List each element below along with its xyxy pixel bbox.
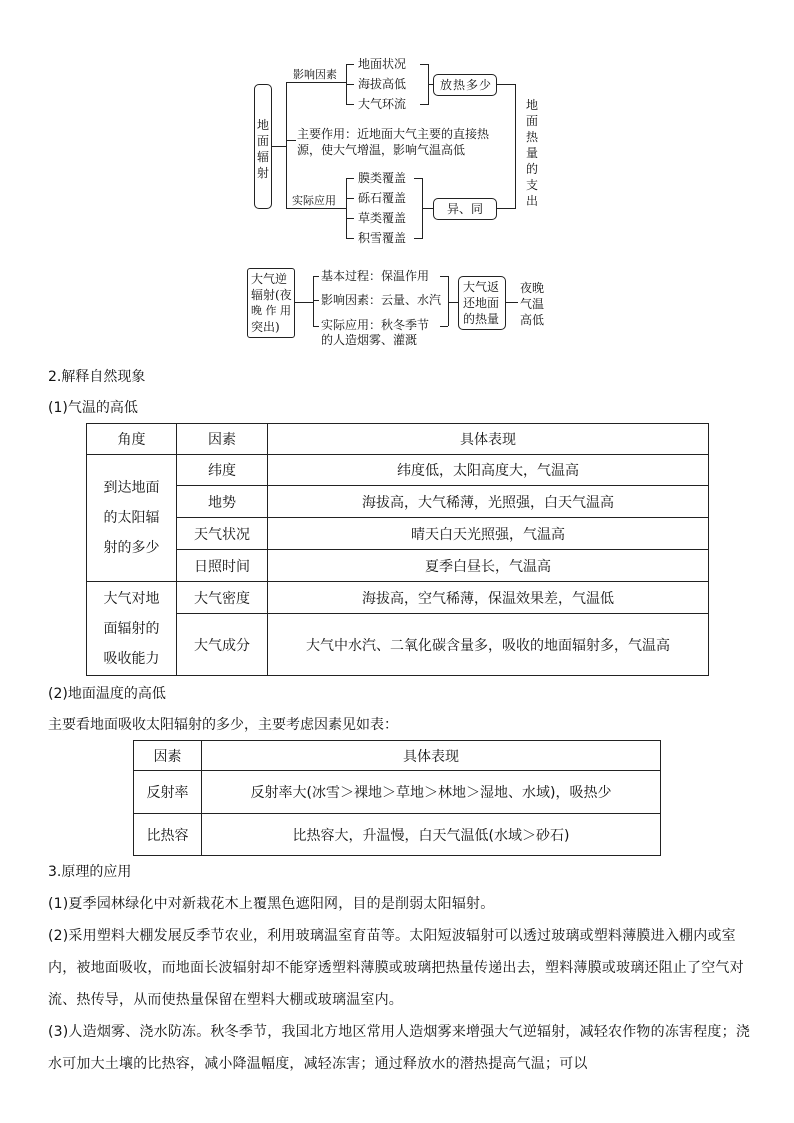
table-cell: 地势 bbox=[177, 486, 268, 518]
section2-sub2-desc: 主要看地面吸收太阳辐射的多少，主要考虑因素见如表： bbox=[48, 717, 398, 733]
influence-item: 地面状况 bbox=[358, 57, 407, 71]
table-cell: 海拔高，大气稀薄，光照强，白天气温高 bbox=[268, 486, 709, 518]
section3-p1: (1)夏季园林绿化中对新栽花木上覆黑色遮阳网，目的是削弱太阳辐射。 bbox=[48, 896, 495, 912]
influence-item: 海拔高低 bbox=[358, 77, 407, 91]
influence-item: 大气环流 bbox=[358, 97, 407, 111]
table-header: 角度 bbox=[87, 424, 177, 455]
table-cell: 大气中水汽、二氧化碳含量多，吸收的地面辐射多，气温高 bbox=[268, 614, 709, 676]
diagram1-right-label: 地 面 热 量 的 支 出 bbox=[525, 98, 538, 208]
table-cell: 比热容 bbox=[134, 814, 202, 856]
ground-temperature-table bbox=[133, 740, 661, 856]
diagram2-root-line: 辐射(夜 bbox=[251, 288, 292, 302]
table-cell: 大气成分 bbox=[177, 614, 268, 676]
section2-sub2: (2)地面温度的高低 bbox=[48, 686, 166, 702]
table-cell: 晴天白天光照强，气温高 bbox=[268, 518, 709, 550]
diagram2-result-line: 大气返 bbox=[463, 280, 500, 294]
diagram2-root-line: 晚 作 用 bbox=[251, 304, 291, 317]
diagram1-branch-influence: 影响因素 bbox=[293, 68, 337, 81]
app-item: 膜类覆盖 bbox=[358, 171, 407, 185]
app-item: 积雪覆盖 bbox=[358, 231, 407, 245]
table-cell: 天气状况 bbox=[177, 518, 268, 550]
table-header: 具体表现 bbox=[202, 741, 661, 771]
table-header: 因素 bbox=[177, 424, 268, 455]
section2-heading: 2.解释自然现象 bbox=[48, 369, 146, 385]
table-cell: 反射率 bbox=[134, 771, 202, 814]
table-cell: 纬度低，太阳高度大，气温高 bbox=[268, 455, 709, 486]
diagram2-result-line: 的热量 bbox=[463, 312, 500, 326]
diagram1-branch-main-line2: 源，使大气增温，影响气温高低 bbox=[297, 143, 466, 157]
diagram2-item: 基本过程：保温作用 bbox=[321, 269, 430, 283]
diagram1-branch-app: 实际应用 bbox=[292, 194, 336, 207]
section3-p3: (3)人造烟雾、浇水防冻。秋冬季节，我国北方地区常用人造烟雾来增强大气逆辐射，减轻农作物的冻害程度；浇水可加大土壤的比热容，减小降温幅度，减轻冻害；通过释放水的潜热提高气温；可以 bbox=[48, 1024, 751, 1072]
diagram2-right-line: 高低 bbox=[520, 313, 545, 327]
diagram2-item: 影响因素：云量、水汽 bbox=[321, 293, 442, 307]
diagram2-item: 的人造烟雾、灌溉 bbox=[321, 333, 418, 347]
diagram1-branch-main-line1: 主要作用：近地面大气主要的直接热 bbox=[297, 127, 490, 141]
diagram2-root-line: 突出) bbox=[251, 320, 280, 334]
table-cell: 大气密度 bbox=[177, 582, 268, 614]
app-item: 砾石覆盖 bbox=[358, 191, 407, 205]
table-cell: 反射率大(冰雪＞裸地＞草地＞林地＞湿地、水域)，吸热少 bbox=[202, 771, 661, 814]
air-temperature-table bbox=[86, 423, 709, 676]
group-cell: 到达地面 的太阳辐 射的多少 bbox=[87, 455, 177, 582]
section3-heading: 3.原理的应用 bbox=[48, 864, 132, 880]
app-result: 异、同 bbox=[447, 202, 484, 216]
diagram2-item: 实际应用：秋冬季节 bbox=[321, 318, 430, 332]
diagram1-root-label: 地 面 辐 射 bbox=[256, 118, 269, 180]
influence-result: 放热多少 bbox=[440, 78, 493, 92]
table-cell: 比热容大，升温慢，白天气温低(水域＞砂石) bbox=[202, 814, 661, 856]
section3-p2: (2)采用塑料大棚发展反季节农业，利用玻璃温室育苗等。太阳短波辐射可以透过玻璃或塑料薄膜进入棚内或室内，被地面吸收，而地面长波辐射却不能穿透塑料薄膜或玻璃把热量传递出去，塑料薄膜或玻璃还阻止了空气对流、热传导，从而使热量保留在塑料大棚或玻璃温室内。 bbox=[48, 928, 744, 1008]
diagram2-root-line: 大气逆 bbox=[251, 272, 288, 286]
table-cell: 海拔高，空气稀薄，保温效果差，气温低 bbox=[268, 582, 709, 614]
group-cell: 大气对地 面辐射的 吸收能力 bbox=[87, 582, 177, 676]
app-item: 草类覆盖 bbox=[358, 211, 407, 225]
table-cell: 夏季白昼长，气温高 bbox=[268, 550, 709, 582]
diagram2-right-line: 夜晚 bbox=[520, 281, 545, 295]
table-cell: 日照时间 bbox=[177, 550, 268, 582]
table-header: 具体表现 bbox=[268, 424, 709, 455]
table-cell: 纬度 bbox=[177, 455, 268, 486]
section2-sub1: (1)气温的高低 bbox=[48, 400, 138, 416]
table-header: 因素 bbox=[134, 741, 202, 771]
diagram2-right-line: 气温 bbox=[520, 297, 545, 311]
diagram2-result-line: 还地面 bbox=[463, 296, 500, 310]
